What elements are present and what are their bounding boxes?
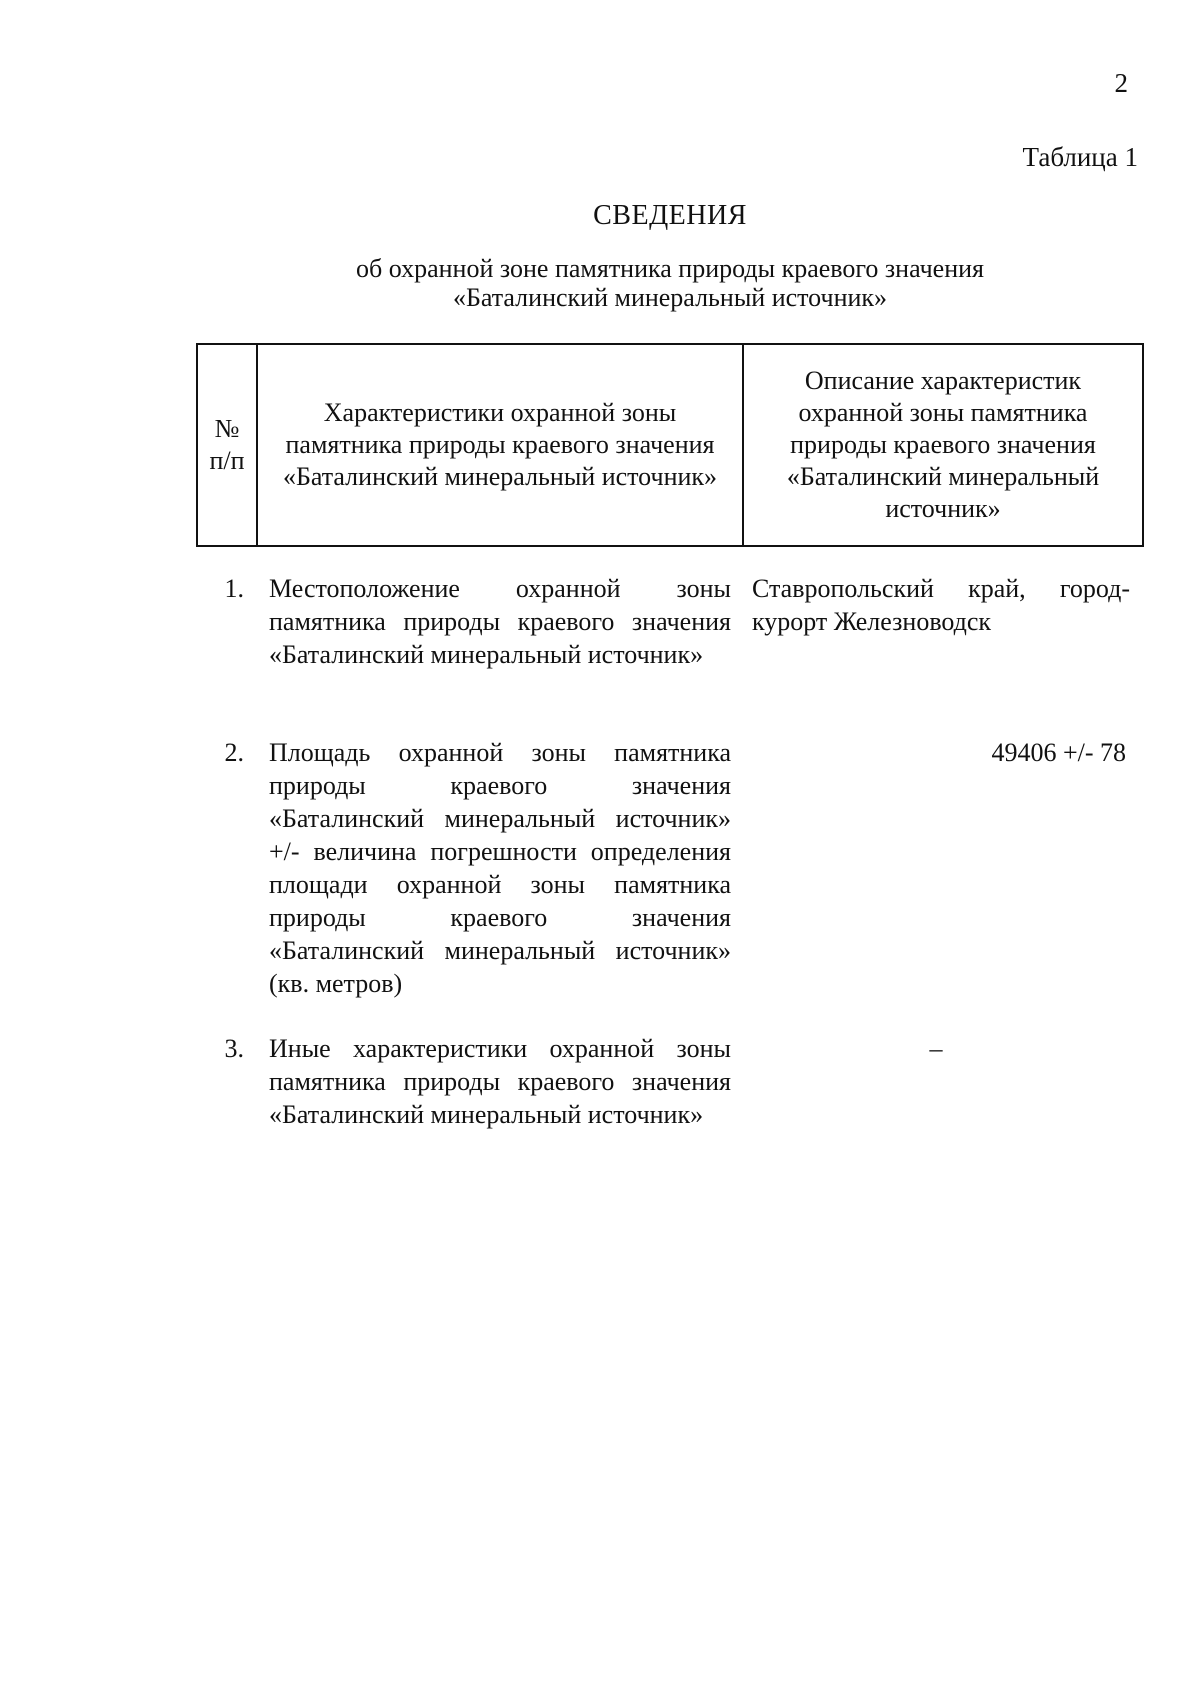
subtitle-line-2: «Баталинский минеральный источник» (452, 283, 888, 312)
row-number: 2. (224, 738, 244, 767)
page-number: 2 (1114, 68, 1128, 98)
row-number: 3. (224, 1034, 244, 1063)
row-number: 1. (224, 574, 244, 603)
row-description: 49406 +/- 78 (991, 738, 1126, 767)
document-subtitle (0, 254, 1200, 312)
row-description: Ставропольский край, город-курорт Железноводск (752, 574, 1130, 636)
subtitle-line-1: об охранной зоне памятника природы краевого значения (356, 254, 984, 283)
header-cell-num: № п/п (197, 344, 257, 546)
header-row (197, 344, 1143, 546)
table-label: Таблица 1 (1022, 142, 1138, 172)
table-header (196, 343, 1144, 547)
row-characteristic: Иные характеристики охранной зоны памятника природы краевого значения «Баталинский минеральный источник» (269, 1034, 731, 1129)
header-cell-description: Описание характеристик охранной зоны памятника природы краевого значения «Баталинский минеральный источник» (743, 344, 1143, 546)
row-characteristic: Площадь охранной зоны памятника природы краевого значения «Баталинский минеральный источник» +/- величина погрешности определения площади охранной зоны памятника природы краевого значения «Баталинский минеральный источник» (кв. метров) (269, 738, 731, 998)
row-characteristic: Местоположение охранной зоны памятника природы краевого значения «Баталинский минеральный источник» (269, 574, 731, 669)
header-cell-characteristic: Характеристики охранной зоны памятника природы краевого значения «Баталинский минеральный источник» (257, 344, 743, 546)
row-description: – (929, 1034, 943, 1063)
document-title: СВЕДЕНИЯ (593, 200, 747, 231)
